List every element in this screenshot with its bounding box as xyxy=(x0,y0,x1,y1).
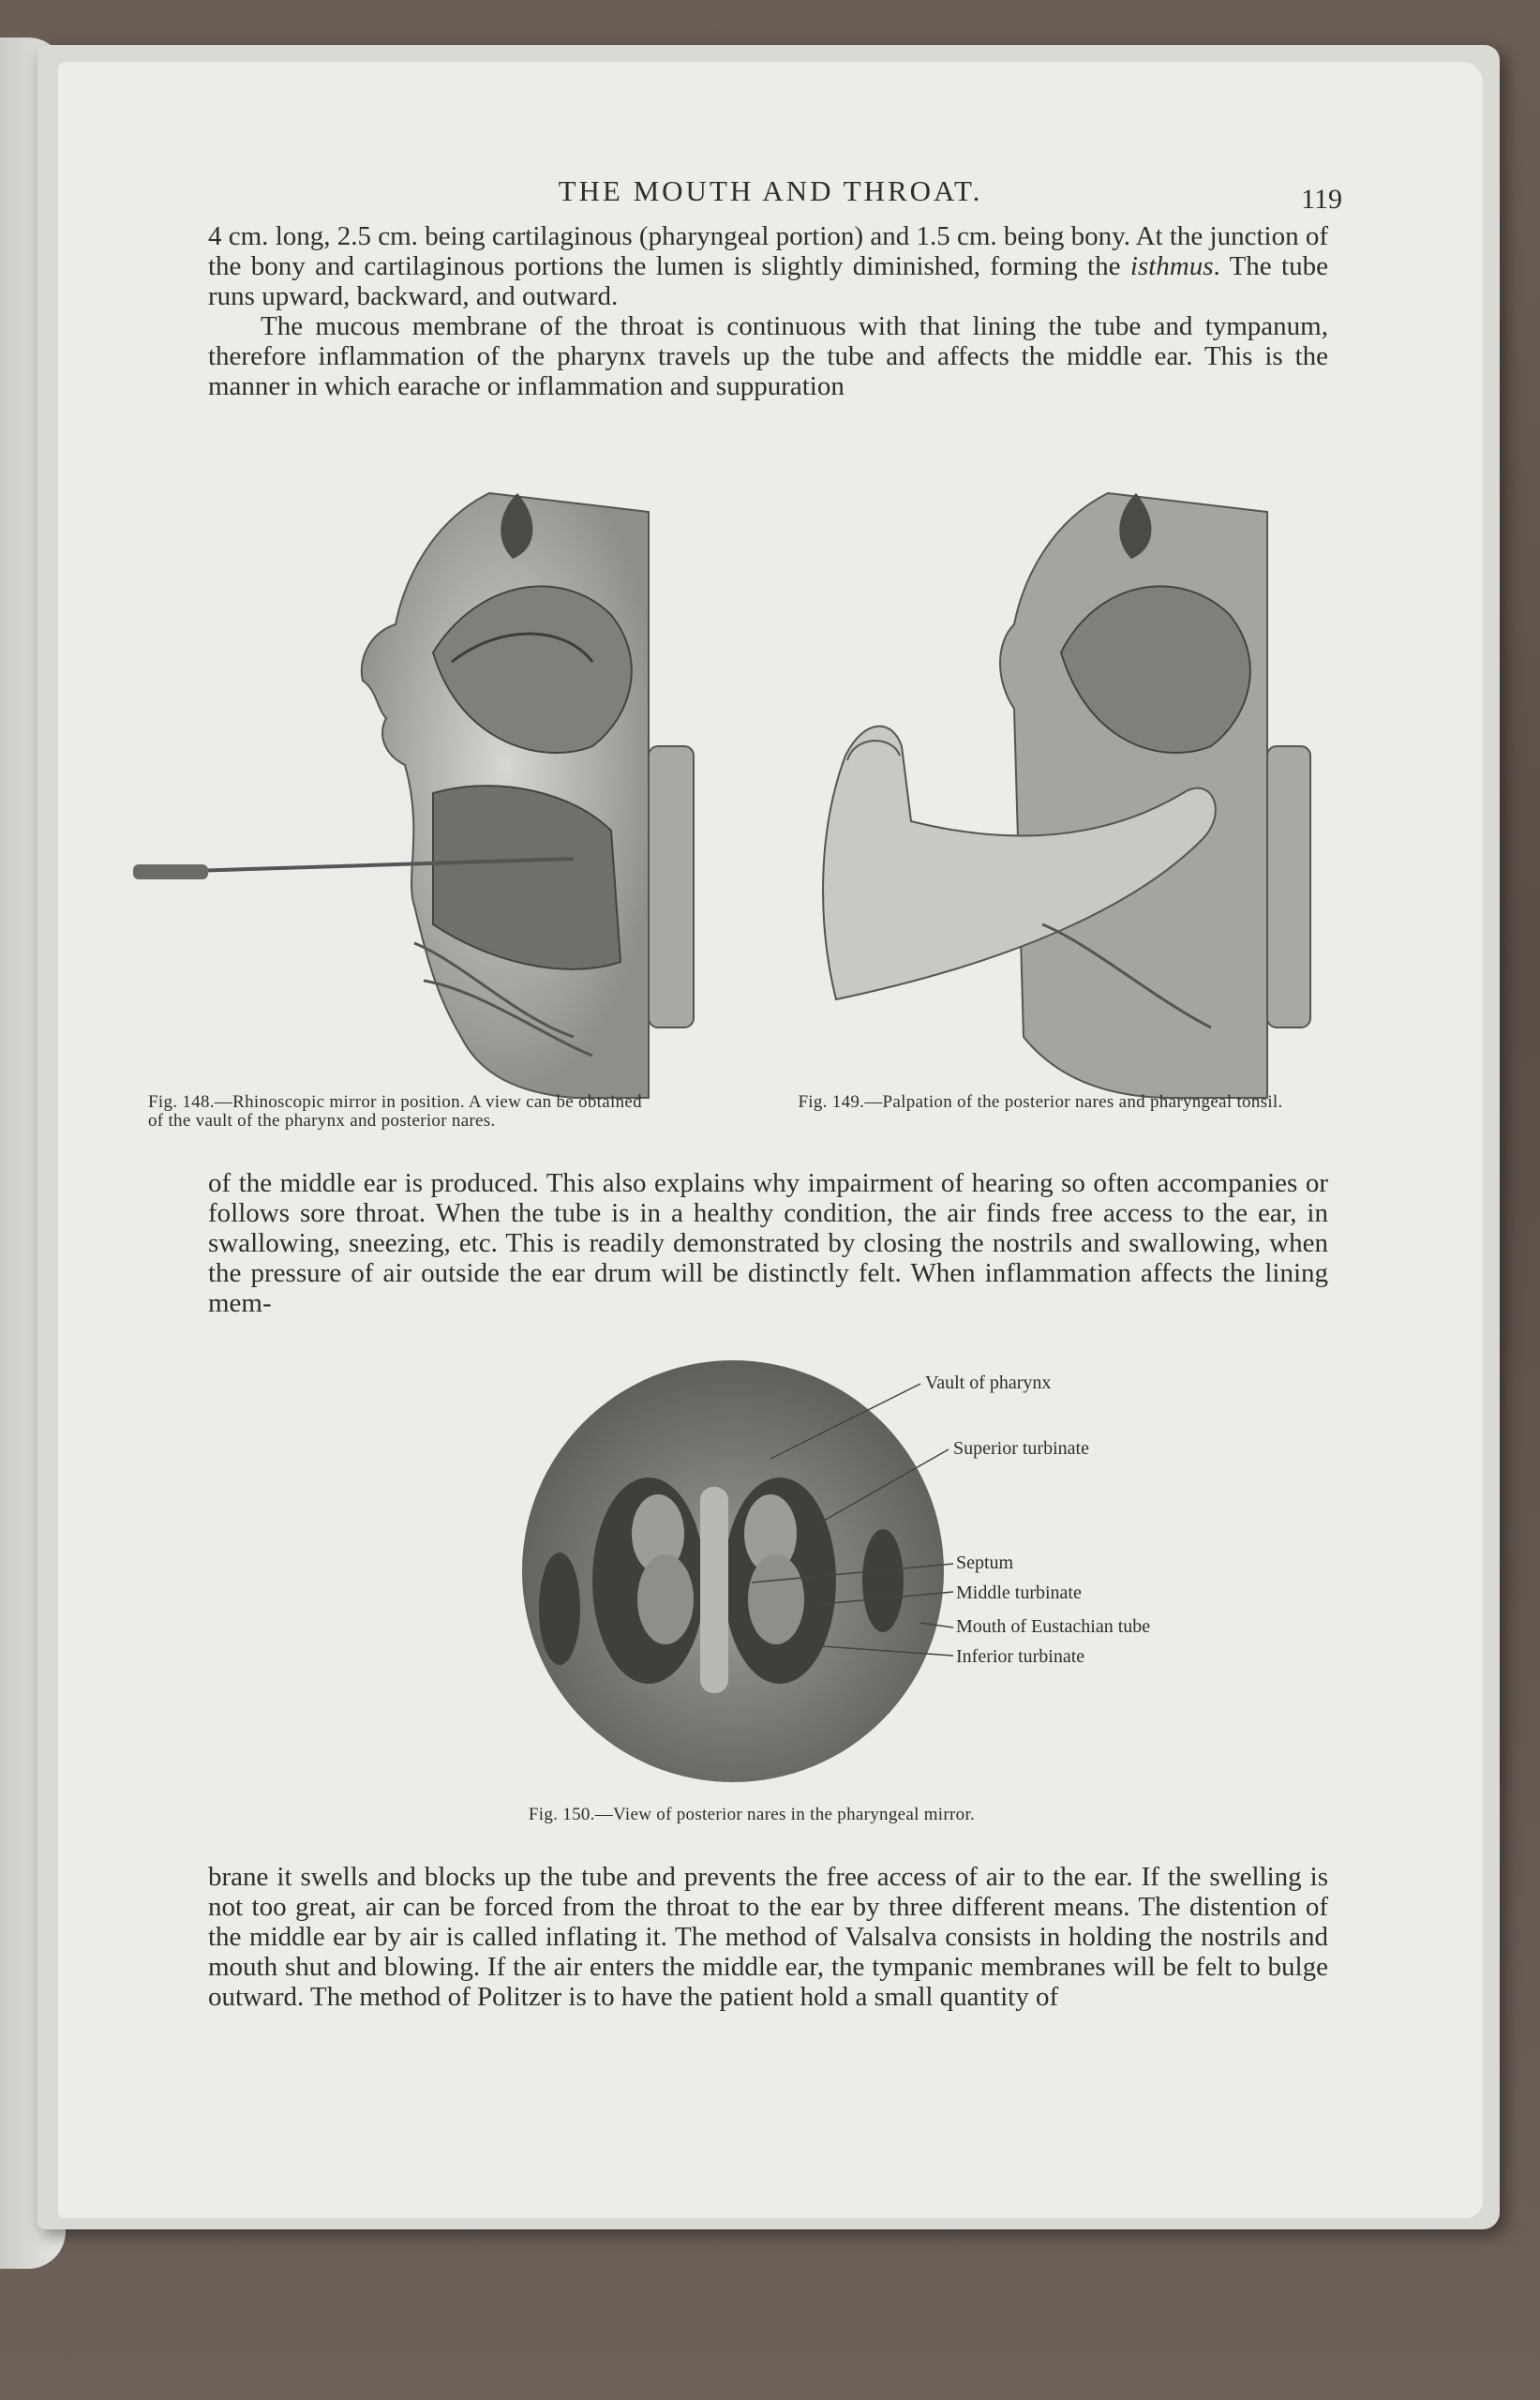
fig150-caption: Fig. 150.—View of posterior nares in the pharyngeal mirror. xyxy=(528,1805,976,1824)
bottom-text-block xyxy=(208,1862,1328,2012)
page-number: 119 xyxy=(1301,184,1342,215)
running-header: THE MOUTH AND THROAT. xyxy=(558,174,983,207)
paragraph-1-part-b: . The tube runs upward, backward, and outward. xyxy=(208,251,1328,311)
label-middle-turbinate: Middle turbinate xyxy=(956,1582,1082,1603)
label-septum: Septum xyxy=(956,1552,1014,1573)
fig148-caption: Fig. 148.—Rhinoscopic mirror in position. A view can be obtained of the vault of the pharynx and posterior nares. xyxy=(148,1092,642,1131)
paragraph-2: The mucous membrane of the throat is continuous with that lining the tube and tympanum, therefore inflammation of the pharynx travels up the tube and affects the middle ear. This is the manner in which earache or inflammation and suppuration xyxy=(208,311,1328,401)
label-inferior-turbinate: Inferior turbinate xyxy=(956,1646,1085,1667)
fig149-illustration xyxy=(780,437,1389,1149)
fig148-illustration xyxy=(124,437,780,1149)
book-page xyxy=(58,62,1483,2218)
paragraph-3: of the middle ear is produced. This also explains why impairment of hearing so often accompanies or follows sore throat. When the tube is in a healthy condition, the air finds free access to the ear, in swallowing, sneezing, etc. This is readily demonstrated by closing the nostrils and swallowing, when the pressure of air outside the ear drum will be distinctly felt. When inflammation affects the lining mem- xyxy=(208,1168,1328,1318)
top-text-block xyxy=(208,221,1328,401)
fig149-caption: Fig. 149.—Palpation of the posterior nares and pharyngeal tonsil. xyxy=(798,1092,1283,1112)
paragraph-4: brane it swells and blocks up the tube and prevents the free access of air to the ear. If the swelling is not too great, air can be forced from the throat to the ear by three different means. The distention of the middle ear by air is called inflating it. The method of Valsalva consists in holding the nostrils and mouth shut and blowing. If the air enters the middle ear, the tympanic membranes will be felt to bulge outward. The method of Politzer is to have the patient hold a small quantity of xyxy=(208,1862,1328,2012)
term-isthmus: isthmus xyxy=(1129,251,1214,281)
label-superior-turbinate: Superior turbinate xyxy=(953,1438,1089,1459)
paragraph-1 xyxy=(208,221,1328,311)
label-eustachian-tube: Mouth of Eustachian tube xyxy=(956,1616,1151,1637)
middle-text-block xyxy=(208,1168,1328,1318)
label-vault-of-pharynx: Vault of pharynx xyxy=(925,1372,1052,1393)
paragraph-1-part-a: 4 cm. long, 2.5 cm. being cartilaginous (pharyngeal portion) and 1.5 cm. being bony. At the junction of the bony and cartilaginous portions the lumen is slightly diminished, forming the xyxy=(208,221,1328,281)
